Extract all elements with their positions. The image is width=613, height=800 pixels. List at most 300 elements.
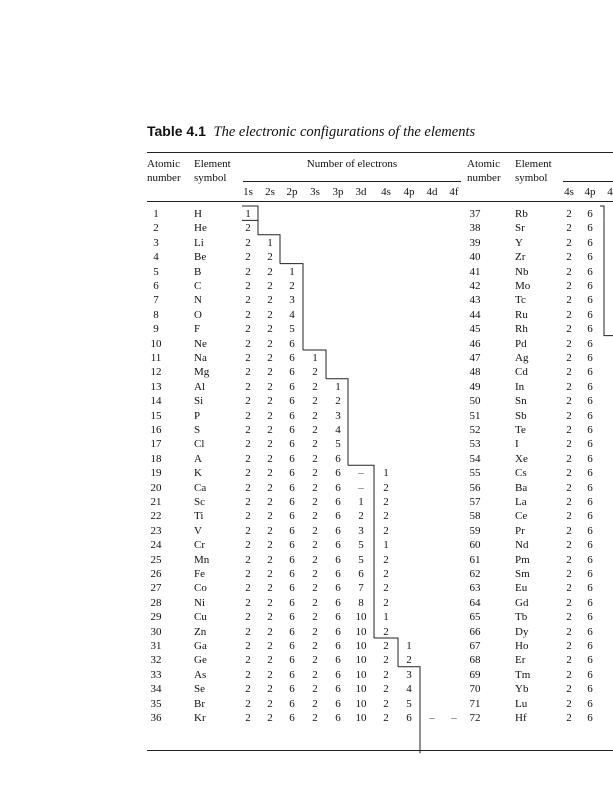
electron-count-3p: 6 [335,640,341,652]
electron-count-3p: 1 [335,380,341,393]
electron-count-3s: 2 [312,409,318,422]
electron-count-4s: 2 [383,625,389,638]
electron-count-right: 6 [587,352,593,364]
atomic-number: 10 [150,337,162,350]
electron-count-right: 2 [566,712,572,724]
electron-count-4s: 1 [383,611,389,624]
table-title: The electronic configurations of the elements [213,124,476,140]
electron-count-3d: 1 [358,496,364,508]
electron-count-2s: 2 [267,611,273,624]
electron-count-3d: 7 [358,582,364,595]
electron-count-2p: 6 [289,366,295,379]
element-symbol: Kr [194,712,206,724]
element-symbol: Ne [194,337,207,350]
electron-count-right: 6 [587,712,593,724]
header-element-symbol: Element [194,158,231,170]
electron-count-right: 2 [566,409,572,422]
element-symbol-right: Er [515,654,526,667]
element-symbol: F [194,323,201,336]
electron-count-2p: 6 [289,712,295,724]
electron-count-3p: 6 [335,452,341,465]
electron-count-3d: 8 [358,596,364,609]
electron-count-3s: 2 [312,496,318,508]
element-symbol: P [194,409,201,422]
electron-count-2s: 2 [267,596,273,609]
electron-count-4s: 1 [383,467,389,480]
atomic-number: 24 [150,539,162,552]
electron-count-2s: 2 [267,553,273,566]
element-symbol-right: Dy [515,625,529,638]
electron-count-right: 6 [587,452,593,465]
electron-count-3d: 6 [358,568,364,580]
atomic-number: 4 [153,251,159,264]
element-symbol: Co [194,582,207,595]
electron-count-3s: 2 [312,697,318,710]
electron-count-2p: 6 [289,424,295,436]
atomic-number-right: 58 [469,510,481,523]
atomic-number: 12 [150,366,162,379]
electron-count-2s: 2 [267,467,273,480]
stair-right-top [600,206,604,220]
electron-count-3p: 6 [335,712,341,724]
atomic-number: 15 [150,409,162,422]
header-orbital-4d: 4d [426,186,438,198]
table-number: Table 4.1 [147,123,206,139]
electron-count-1s: 2 [245,424,251,436]
header-orbital-2p: 2p [286,186,298,198]
electron-count-4s: 2 [383,697,389,710]
atomic-number: 16 [150,424,162,436]
electron-count-right: 2 [566,625,572,638]
atomic-number-right: 57 [469,496,481,508]
atomic-number-right: 67 [469,640,481,652]
electron-count-1s: 2 [245,452,251,465]
electron-count-2p: 6 [289,481,295,494]
electron-count-2s: 2 [267,409,273,422]
electron-count-1s: 1 [245,208,251,220]
header-atomic-number: Atomic [147,158,180,170]
electron-count-right: 6 [587,625,593,638]
atomic-number-right: 56 [469,481,481,494]
electron-count-3s: 2 [312,539,318,552]
element-symbol-right: Yb [515,683,529,696]
atomic-number: 2 [153,222,159,235]
electron-count-3s: 2 [312,568,318,580]
atomic-number-right: 71 [469,697,481,710]
element-symbol: H [194,208,202,220]
electron-count-right: 6 [587,265,593,278]
electron-count-1s: 2 [245,222,251,235]
electron-count-3s: 2 [312,582,318,595]
element-symbol-right: La [515,496,527,508]
electron-count-right: 6 [587,510,593,523]
electron-count-1s: 2 [245,294,251,307]
electron-count-2p: 2 [289,280,295,292]
electron-count-1s: 2 [245,625,251,638]
header-element-symbol-right: symbol [515,172,548,184]
electron-count-right: 6 [587,236,593,249]
electron-count-right: 2 [566,524,572,537]
electron-count-3s: 2 [312,366,318,379]
electron-count-2s: 2 [267,683,273,696]
electron-count-2s: 2 [267,308,273,321]
electron-count-2s: 2 [267,510,273,523]
atomic-number: 21 [150,496,162,508]
header-orbital-4s: 4s [381,186,391,198]
electron-count-3s: 2 [312,668,318,681]
element-symbol-right: Ce [515,510,528,523]
electron-count-3d: – [358,467,364,480]
electron-count-3s: 2 [312,683,318,696]
atomic-number-right: 49 [469,380,481,393]
electron-count-1s: 2 [245,467,251,480]
header-element-symbol-right: Element [515,158,552,170]
electron-count-2s: 2 [267,323,273,336]
atomic-number: 29 [150,611,162,624]
electron-count-4f: – [451,712,457,724]
electron-count-2p: 6 [289,625,295,638]
electron-count-right: 2 [566,654,572,667]
element-symbol: Ti [194,510,204,523]
atomic-number: 31 [150,640,162,652]
atomic-number-right: 72 [469,712,481,724]
electron-count-2s: 2 [267,366,273,379]
electron-count-4d: – [429,712,435,724]
electron-count-2p: 6 [289,553,295,566]
element-symbol: Sc [194,496,205,508]
electron-count-right: 6 [587,424,593,436]
atomic-number: 19 [150,467,162,480]
electron-count-right: 2 [566,380,572,393]
atomic-number: 5 [153,265,159,278]
atomic-number: 8 [153,308,159,321]
atomic-number: 14 [150,395,162,408]
header-orbital-3d: 3d [355,186,367,198]
electron-count-2s: 2 [267,481,273,494]
electron-count-1s: 2 [245,265,251,278]
electron-count-right: 6 [587,438,593,451]
atomic-number-right: 37 [469,208,481,220]
atomic-number-right: 63 [469,582,481,595]
electron-count-3d: 2 [358,510,364,523]
electron-count-right: 2 [566,395,572,408]
element-symbol-right: Te [515,424,526,436]
electron-count-2p: 6 [289,640,295,652]
electron-count-3s: 2 [312,654,318,667]
electron-count-4s: 2 [383,640,389,652]
electron-count-right: 6 [587,668,593,681]
element-symbol: N [194,294,202,307]
electron-count-3p: 6 [335,510,341,523]
element-symbol-right: Rh [515,323,528,336]
electron-count-2p: 6 [289,654,295,667]
element-symbol: Fe [194,568,205,580]
element-symbol-right: Tb [515,611,528,624]
electron-count-right: 2 [566,568,572,580]
electron-count-2s: 2 [267,640,273,652]
element-symbol-right: Sb [515,409,527,422]
element-symbol: Zn [194,625,207,638]
electron-count-3s: 2 [312,395,318,408]
electron-count-right: 2 [566,539,572,552]
electron-count-4s: 1 [383,539,389,552]
stair-right-step [604,220,613,335]
electron-count-2s: 2 [267,380,273,393]
electron-count-right: 6 [587,640,593,652]
electron-count-2p: 6 [289,697,295,710]
electron-count-right: 2 [566,553,572,566]
electron-count-4s: 2 [383,668,389,681]
electron-count-3p: 6 [335,668,341,681]
electron-count-4s: 2 [383,553,389,566]
electron-count-2p: 6 [289,510,295,523]
electron-count-2s: 2 [267,294,273,307]
electron-count-right: 6 [587,553,593,566]
electron-count-1s: 2 [245,654,251,667]
electron-count-right: 6 [587,582,593,595]
electron-count-2s: 2 [267,654,273,667]
atomic-number: 26 [150,568,162,580]
atomic-number: 7 [153,294,159,307]
electron-count-1s: 2 [245,337,251,350]
header-atomic-number-right: Atomic [467,158,500,170]
electron-count-2s: 2 [267,539,273,552]
electron-count-right: 6 [587,524,593,537]
stair-step [326,379,348,465]
electron-count-3s: 2 [312,467,318,480]
electron-count-right: 2 [566,294,572,307]
element-symbol-right: Xe [515,452,528,465]
electron-count-3p: 6 [335,582,341,595]
electron-count-3d: 10 [355,611,367,624]
atomic-number: 33 [150,668,162,681]
atomic-number-right: 59 [469,524,481,537]
element-symbol: S [194,424,201,436]
electron-count-3s: 2 [312,524,318,537]
atomic-number-right: 50 [469,395,481,408]
electron-count-3p: 6 [335,683,341,696]
electron-count-4s: 2 [383,524,389,537]
electron-count-2p: 6 [289,683,295,696]
electron-count-right: 6 [587,683,593,696]
electron-count-3d: 5 [358,539,364,552]
electron-count-3d: 10 [355,668,367,681]
electron-count-4s: 2 [383,481,389,494]
electron-count-2s: 2 [267,668,273,681]
header-orbital-1s: 1s [243,186,253,198]
electron-count-1s: 2 [245,395,251,408]
electron-count-2s: 2 [267,496,273,508]
atomic-number: 25 [150,553,162,566]
electron-count-3d: 5 [358,553,364,566]
atomic-number: 17 [150,438,162,451]
element-symbol-right: Mo [515,280,531,292]
electron-count-right: 6 [587,496,593,508]
electron-count-3p: 2 [335,395,341,408]
electron-count-3s: 2 [312,510,318,523]
element-symbol: K [194,467,202,480]
electron-count-right: 2 [566,366,572,379]
header-atomic-number: number [147,172,181,184]
element-symbol: Cl [194,438,205,451]
electron-count-right: 6 [587,409,593,422]
electron-count-2p: 6 [289,380,295,393]
electron-count-right: 2 [566,308,572,321]
element-symbol: Mg [194,366,210,379]
electron-count-right: 2 [566,424,572,436]
electron-count-3p: 6 [335,496,341,508]
electron-count-right: 6 [587,251,593,264]
electron-count-right: 6 [587,280,593,292]
atomic-number: 3 [153,236,159,249]
element-symbol-right: Nd [515,539,529,552]
atomic-number: 36 [150,712,162,724]
electron-count-4p: 4 [406,683,412,696]
electron-count-1s: 2 [245,510,251,523]
stair-edge-1s [242,220,258,234]
element-symbol-right: Ho [515,640,529,652]
atomic-number: 11 [150,352,162,364]
element-symbol: He [194,222,207,235]
electron-count-right: 2 [566,452,572,465]
electron-count-2s: 2 [267,625,273,638]
electron-count-right: 2 [566,323,572,336]
element-symbol-right: Ag [515,352,529,364]
atomic-number-right: 70 [469,683,481,696]
element-symbol-right: Ru [515,308,528,321]
electron-count-1s: 2 [245,668,251,681]
electron-count-right: 6 [587,596,593,609]
electron-count-3p: 6 [335,481,341,494]
electron-count-4s: 2 [383,510,389,523]
stair-step [374,638,398,667]
electron-count-3p: 6 [335,524,341,537]
electron-count-2s: 2 [267,712,273,724]
atomic-number-right: 44 [469,308,481,321]
element-symbol: Li [194,236,204,249]
electron-count-right: 2 [566,683,572,696]
element-symbol: Ge [194,654,207,667]
electron-count-2p: 6 [289,467,295,480]
electron-count-3p: 6 [335,625,341,638]
header-orbital-right: 4 [607,186,613,198]
electron-count-2p: 6 [289,496,295,508]
electron-count-right: 2 [566,697,572,710]
electron-count-3p: 6 [335,654,341,667]
electron-count-2s: 2 [267,424,273,436]
electron-count-4s: 2 [383,712,389,724]
electron-count-2s: 2 [267,265,273,278]
electron-count-right: 6 [587,222,593,235]
electron-count-right: 2 [566,481,572,494]
electron-count-1s: 2 [245,539,251,552]
electron-count-2p: 6 [289,596,295,609]
stair-step [258,235,280,264]
electron-count-2s: 2 [267,337,273,350]
atomic-number: 9 [153,323,159,336]
electron-count-3p: 6 [335,539,341,552]
electron-count-right: 2 [566,208,572,220]
electron-count-3s: 2 [312,611,318,624]
electron-count-right: 6 [587,481,593,494]
electron-count-right: 2 [566,222,572,235]
atomic-number-right: 64 [469,596,481,609]
electron-count-3d: 10 [355,625,367,638]
element-symbol-right: Lu [515,697,528,710]
electron-count-2p: 5 [289,323,295,336]
electron-count-right: 6 [587,611,593,624]
element-symbol-right: Pm [515,553,530,566]
atomic-number-right: 60 [469,539,481,552]
electron-count-2s: 2 [267,524,273,537]
electron-count-4s: 2 [383,496,389,508]
atomic-number-right: 41 [469,265,481,278]
atomic-number-right: 66 [469,625,481,638]
electron-count-3s: 2 [312,380,318,393]
electron-count-3s: 2 [312,640,318,652]
electron-count-3p: 6 [335,611,341,624]
element-symbol-right: Hf [515,712,527,724]
electron-count-right: 6 [587,366,593,379]
atomic-number-right: 51 [469,409,481,422]
electron-count-3p: 3 [335,409,341,422]
atomic-number: 27 [150,582,162,595]
electron-count-right: 2 [566,510,572,523]
electron-count-right: 2 [566,236,572,249]
electron-count-2s: 2 [267,280,273,292]
element-symbol: C [194,280,202,292]
electron-count-1s: 2 [245,251,251,264]
electron-count-right: 2 [566,596,572,609]
stair-step [348,465,374,638]
electron-count-right: 2 [566,496,572,508]
element-symbol-right: Tm [515,668,531,681]
electron-count-3s: 2 [312,625,318,638]
electron-count-1s: 2 [245,380,251,393]
electron-count-2s: 2 [267,697,273,710]
electron-count-2s: 2 [267,352,273,364]
electron-count-1s: 2 [245,712,251,724]
electron-count-4p: 1 [406,640,412,652]
element-symbol-right: Tc [515,294,526,307]
electron-count-2p: 3 [289,294,295,307]
electron-count-right: 2 [566,251,572,264]
atomic-number: 32 [150,654,162,667]
electron-count-right: 2 [566,265,572,278]
electron-count-1s: 2 [245,280,251,292]
atomic-number-right: 48 [469,366,481,379]
element-symbol-right: Rb [515,208,528,220]
electron-count-1s: 2 [245,568,251,580]
electron-count-3s: 1 [312,352,318,364]
electron-count-3s: 2 [312,712,318,724]
electron-count-2p: 1 [289,265,295,278]
electron-count-right: 6 [587,654,593,667]
electron-count-3p: 6 [335,553,341,566]
electron-count-1s: 2 [245,409,251,422]
element-symbol: Mn [194,553,210,566]
electron-count-3d: 10 [355,683,367,696]
electron-count-3s: 2 [312,424,318,436]
atomic-number: 23 [150,524,162,537]
electron-count-2s: 2 [267,251,273,264]
header-atomic-number-right: number [467,172,501,184]
element-symbol-right: Gd [515,596,529,609]
atomic-number: 28 [150,596,162,609]
element-symbol-right: Sn [515,395,527,408]
atomic-number-right: 40 [469,251,481,264]
electron-count-3p: 6 [335,568,341,580]
